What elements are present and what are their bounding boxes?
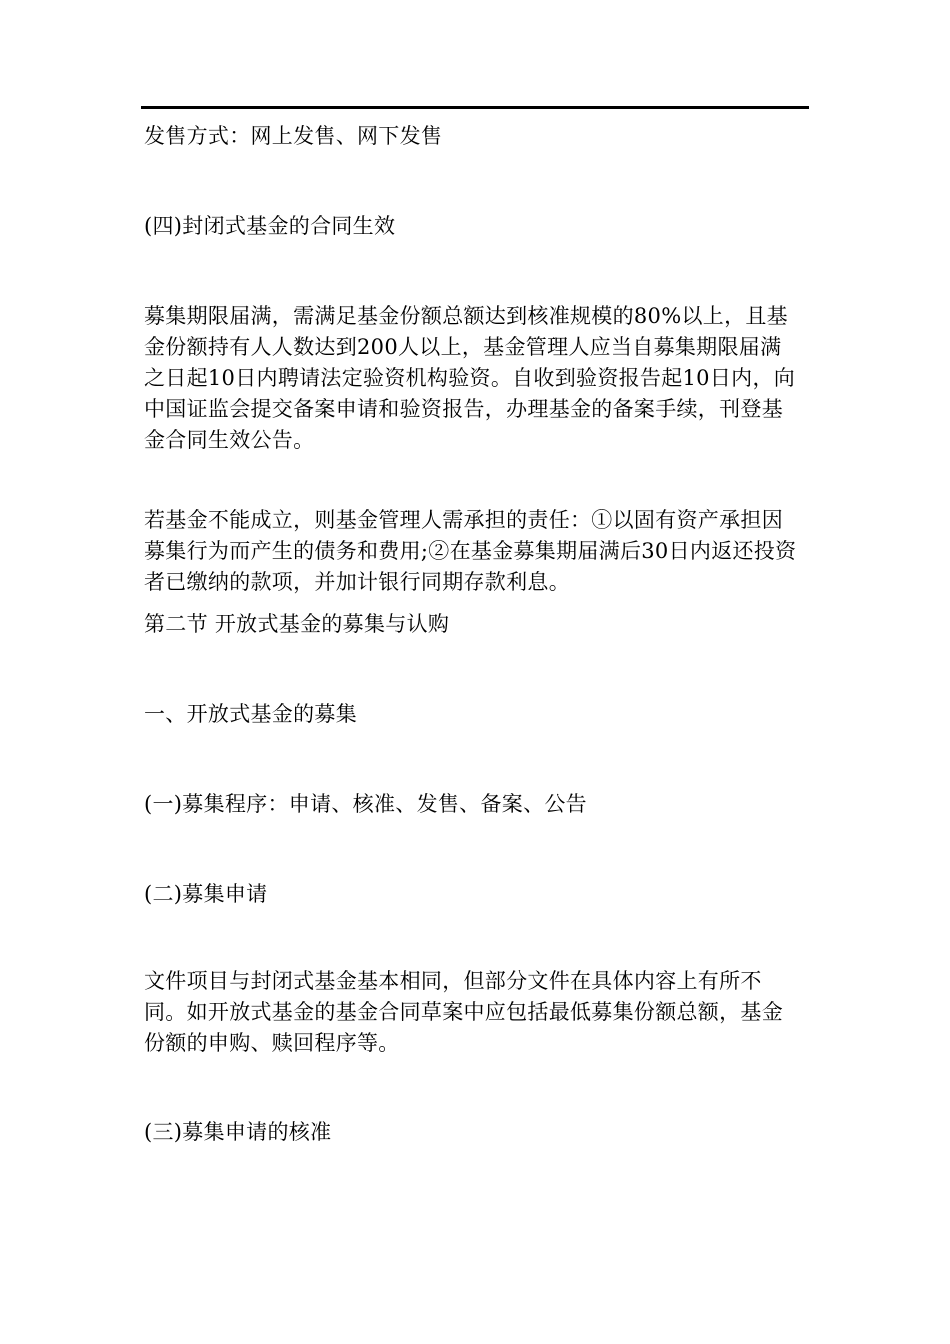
- header-rule: [141, 106, 809, 109]
- section-heading-contract-effective: (四)封闭式基金的合同生效: [144, 214, 396, 238]
- section-heading-open-end-fundraising: 一、开放式基金的募集: [144, 702, 357, 726]
- sales-method-line: 发售方式：网上发售、网下发售: [144, 124, 443, 148]
- paragraph-fundraising-expiry: 募集期限届满，需满足基金份额总额达到核准规模的80%以上，且基金份额持有人人数达到200人以上，基金管理人应当自募集期限届满之日起10日内聘请法定验资机构验资。自收到验资报告起10日内，向中国证监会提交备案申请和验资报告，办理基金的备案手续，刊登基金合同生效公告。: [144, 304, 796, 452]
- paragraph-application-documents: 文件项目与封闭式基金基本相同，但部分文件在具体内容上有所不同。如开放式基金的基金合同草案中应包括最低募集份额总额，基金份额的申购、赎回程序等。: [144, 969, 783, 1055]
- subsection-application-approval: (三)募集申请的核准: [144, 1120, 332, 1144]
- subsection-fundraising-application: (二)募集申请: [144, 882, 268, 906]
- paragraph-fund-failure-liability: 若基金不能成立，则基金管理人需承担的责任：①以固有资产承担因募集行为而产生的债务和费用;②在基金募集期届满后30日内返还投资者已缴纳的款项，并加计银行同期存款利息。: [144, 508, 797, 594]
- subsection-fundraising-procedure: (一)募集程序：申请、核准、发售、备案、公告: [144, 792, 587, 816]
- chapter-heading-open-end-fund: 第二节 开放式基金的募集与认购: [144, 612, 450, 636]
